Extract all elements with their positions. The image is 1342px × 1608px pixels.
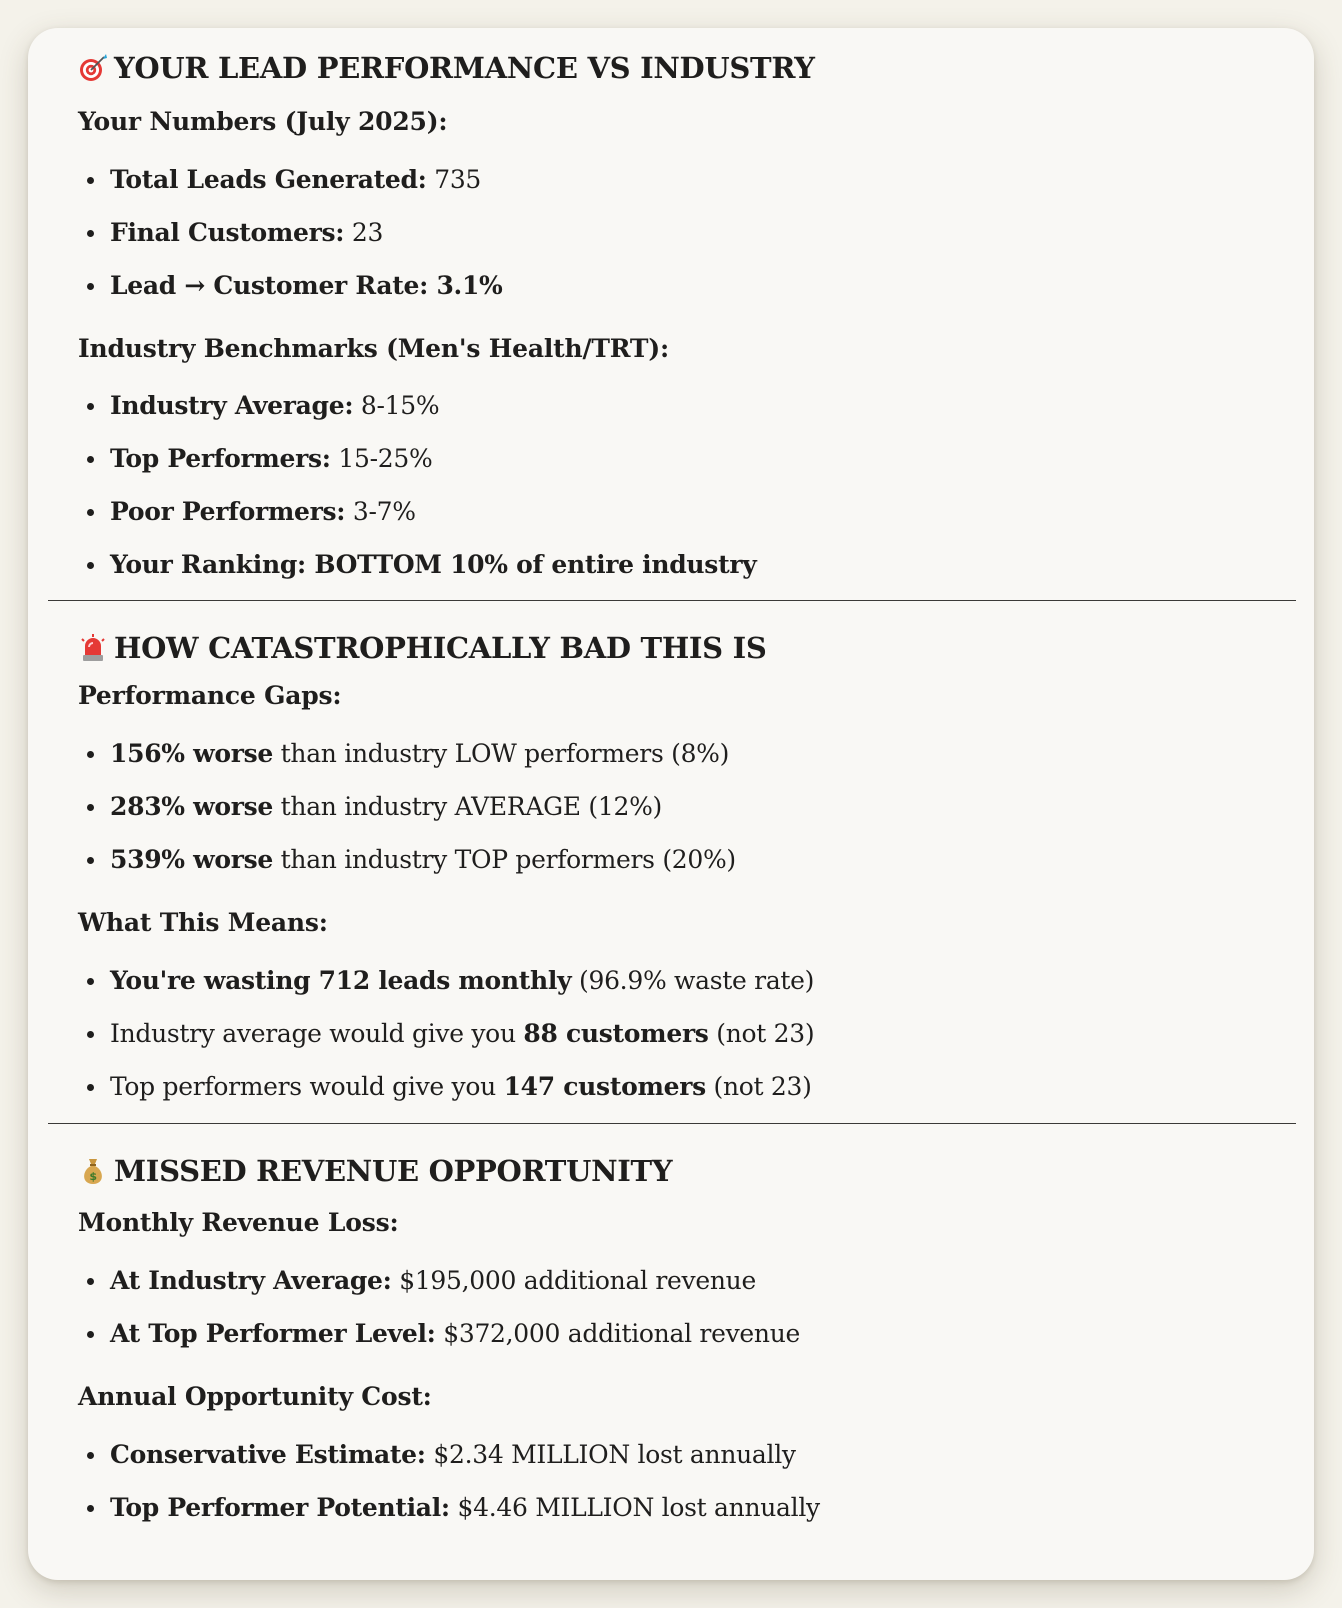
bullet-list xyxy=(78,1437,1266,1526)
svg-text:$: $ xyxy=(89,1170,97,1183)
section-lead-performance xyxy=(78,48,1266,583)
subsection-heading: Performance Gaps: xyxy=(78,681,342,710)
list-item: Final Customers: 23 xyxy=(110,215,1266,251)
list-item: Lead → Customer Rate: 3.1% xyxy=(110,268,1266,304)
bullet-list xyxy=(78,388,1266,583)
list-item: Poor Performers: 3-7% xyxy=(110,494,1266,530)
list-item: Top performers would give you 147 customers (not 23) xyxy=(110,1069,1266,1105)
list-item: Your Ranking: BOTTOM 10% of entire industry xyxy=(110,547,1266,583)
section-title: $ MISSED REVENUE OPPORTUNITY xyxy=(78,1151,1266,1191)
subsection-heading: What This Means: xyxy=(78,908,328,937)
list-item: At Industry Average: $195,000 additional revenue xyxy=(110,1263,1266,1299)
list-item: Conservative Estimate: $2.34 MILLION lost annually xyxy=(110,1437,1266,1473)
list-item: At Top Performer Level: $372,000 additional revenue xyxy=(110,1316,1266,1352)
list-item: 156% worse than industry LOW performers (8%) xyxy=(110,736,1266,772)
section-divider xyxy=(48,600,1296,601)
bullet-list xyxy=(78,162,1266,304)
list-item: 283% worse than industry AVERAGE (12%) xyxy=(110,789,1266,825)
list-item: Industry Average: 8-15% xyxy=(110,388,1266,424)
list-item: Top Performer Potential: $4.46 MILLION lost annually xyxy=(110,1490,1266,1526)
section-divider xyxy=(48,1123,1296,1124)
list-item: Industry average would give you 88 customers (not 23) xyxy=(110,1016,1266,1052)
list-item: Top Performers: 15-25% xyxy=(110,441,1266,477)
message-card xyxy=(28,28,1314,1580)
target-icon xyxy=(78,53,108,83)
list-item: You're wasting 712 leads monthly (96.9% waste rate) xyxy=(110,963,1266,999)
subsection-heading: Industry Benchmarks (Men's Health/TRT): xyxy=(78,334,669,363)
money-bag-icon xyxy=(78,1156,108,1186)
section-title: YOUR LEAD PERFORMANCE VS INDUSTRY xyxy=(78,48,1266,88)
section-catastrophic xyxy=(78,628,1266,1105)
bullet-list xyxy=(78,736,1266,878)
section-missed-revenue xyxy=(78,1151,1266,1526)
subsection-heading: Your Numbers (July 2025): xyxy=(78,107,448,136)
siren-icon xyxy=(78,633,108,663)
bullet-list xyxy=(78,1263,1266,1352)
section-title: HOW CATASTROPHICALLY BAD THIS IS xyxy=(78,628,1266,668)
list-item: 539% worse than industry TOP performers (20%) xyxy=(110,842,1266,878)
list-item: Total Leads Generated: 735 xyxy=(110,162,1266,198)
subsection-heading: Annual Opportunity Cost: xyxy=(78,1382,432,1411)
bullet-list xyxy=(78,963,1266,1105)
subsection-heading: Monthly Revenue Loss: xyxy=(78,1208,399,1237)
